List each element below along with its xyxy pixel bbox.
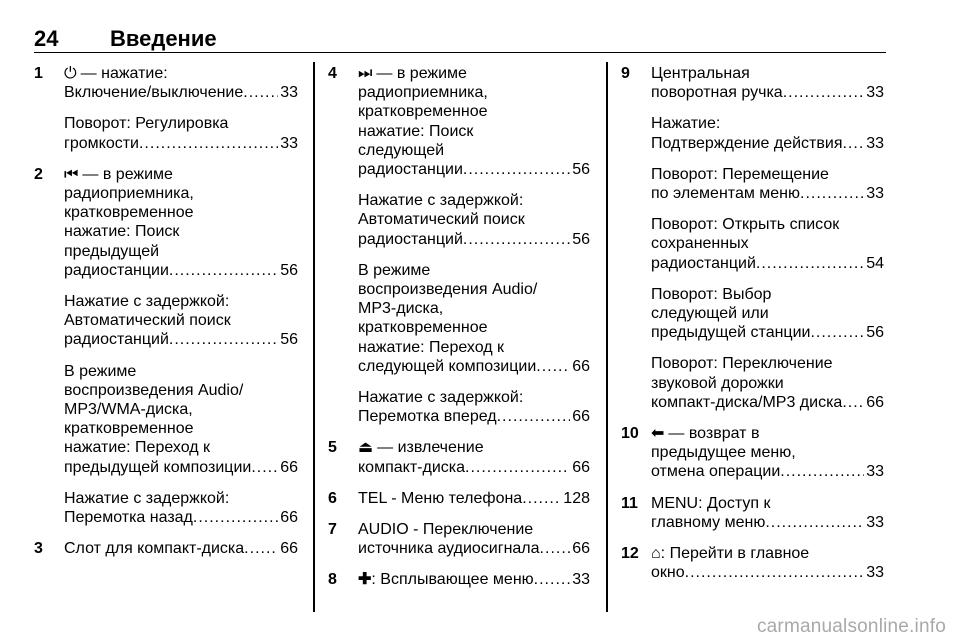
toc-line [651,393,884,412]
toc-page: 128 [563,489,590,507]
entry-7 [328,520,590,558]
line-text: Нажатие с задержкой: [64,293,230,311]
entry-5 [328,438,590,476]
line-text: — нажатие: [80,65,168,82]
toc-text: предыдущей станции [651,324,811,342]
line-text: радиоприемника, [358,84,488,102]
toc-line [651,254,884,273]
column-3 [621,64,884,594]
page-number: 24 [34,26,59,51]
toc-page: 66 [280,540,298,558]
line-text: Нажатие: [651,115,721,133]
toc-page: 54 [866,254,884,272]
line-text: Поворот: Выбор [651,285,772,303]
toc-text: TEL - Меню телефона [358,489,523,507]
toc-line [651,83,884,102]
toc-page: 33 [866,185,884,203]
toc-page: 33 [866,134,884,152]
toc-line [651,184,884,203]
entry-paragraph [651,215,884,273]
line-text: нажатие: Переход к [358,338,505,356]
line-text: сохраненных [651,235,749,253]
toc-text: Перемотка назад [64,509,193,527]
entry-paragraph [651,165,884,203]
entry-paragraph [651,114,884,152]
toc-page: 66 [572,458,590,476]
toc-line [358,230,590,249]
toc-text: радиостанций [358,230,463,248]
line-text: предыдущее меню, [651,444,796,462]
page-header [34,22,886,53]
line-text: предыдущей [64,242,160,260]
line-text: следующей [358,141,445,159]
toc-page: 33 [280,84,298,102]
toc-line [64,83,298,102]
line-text: кратковременное [64,204,194,222]
line-text: кратковременное [358,319,488,337]
line-text: Нажатие с задержкой: [64,489,230,507]
toc-line [358,539,590,558]
entry-1 [34,64,298,153]
toc-line [64,458,298,477]
entry-paragraph [358,489,590,508]
toc-line [358,357,590,376]
entry-number: 8 [328,571,337,589]
toc-text: радиостанций [651,254,756,272]
entry-11 [621,494,884,532]
entry-2 [34,165,298,527]
entry-number: 5 [328,439,337,457]
toc-line [651,462,884,481]
toc-page: 56 [866,324,884,342]
line-text: Центральная [651,65,750,82]
toc-text: компакт-диска/MP3 диска [651,393,843,411]
toc-text: : Всплывающее меню [371,571,534,589]
toc-page: 33 [572,571,590,589]
toc-text: отмена операции [651,463,781,481]
toc-page: 56 [572,230,590,248]
toc-text: радиостанции [64,261,169,279]
toc-text: громкости [64,134,139,152]
line-text: нажатие: Переход к [64,439,211,457]
toc-page: 66 [280,509,298,527]
entry-paragraph [64,489,298,527]
line-text: кратковременное [358,103,488,121]
favourites-icon: ✚ [358,571,372,589]
entry-paragraph [358,191,590,249]
entry-9 [621,64,884,412]
entry-paragraph [64,165,298,280]
line-text: — в режиме [82,165,173,183]
line-text: — в режиме [376,65,467,82]
toc-page: 56 [280,331,298,349]
entry-number: 9 [621,65,630,82]
entry-paragraph [358,261,590,376]
toc-text: радиостанции [358,161,463,179]
toc-line [651,134,884,153]
toc-page: 33 [866,564,884,582]
entry-paragraph [651,354,884,412]
line-text: MENU: Доступ к [651,494,771,512]
line-text: В режиме [64,362,137,380]
toc-page: 66 [280,458,298,476]
toc-text: следующей композиции [358,357,537,375]
toc-text: поворотная ручка [651,84,783,102]
toc-line [358,160,590,179]
toc-page: 56 [280,261,298,279]
page-title: Введение [110,26,217,51]
entry-6 [328,489,590,508]
entry-paragraph [651,544,884,582]
entry-8 [328,570,590,589]
toc-line [64,539,298,558]
entry-paragraph [64,64,298,102]
line-text: MP3-диска, [358,300,444,318]
toc-line [358,407,590,426]
entry-number: 2 [34,165,43,183]
entry-3 [34,539,298,558]
toc-page: 33 [866,463,884,481]
entry-paragraph [64,292,298,350]
toc-page: 66 [572,408,590,426]
toc-line [64,330,298,349]
toc-line [651,323,884,342]
toc-text: Слот для компакт-диска [64,540,245,558]
entry-12 [621,544,884,582]
toc-text: Перемотка вперед [358,408,497,426]
toc-page: 66 [866,393,884,411]
entry-paragraph [651,285,884,343]
entry-number: 11 [621,494,638,512]
line-text: нажатие: Поиск [358,122,474,140]
entry-paragraph [651,64,884,102]
toc-text: по элементам меню [651,185,801,203]
entry-number: 3 [34,540,43,558]
entry-number: 1 [34,65,43,82]
line-text: Поворот: Переключение [651,355,833,373]
line-text: Нажатие с задержкой: [358,389,524,407]
entry-4 [328,64,590,426]
line-text: — возврат в [668,425,760,443]
entry-paragraph [358,520,590,558]
column-divider-2 [606,62,608,612]
line-text: воспроизведения Audio/ [64,381,244,399]
next-track-icon: ⏭ [358,65,373,82]
entry-paragraph [64,114,298,152]
entry-number: 10 [621,425,639,443]
line-text: Автоматический поиск [358,211,525,229]
toc-line [651,513,884,532]
line-text: звуковой дорожки [651,374,784,392]
home-icon: ⌂ [651,545,661,563]
entry-paragraph [651,424,884,482]
entry-paragraph [358,388,590,426]
line-text: Поворот: Регулировка [64,115,229,133]
entry-number: 4 [328,65,337,82]
toc-page: 66 [572,357,590,375]
toc-page: 56 [572,161,590,179]
line-text: кратковременное [64,420,194,438]
entry-paragraph [651,494,884,532]
line-text: Автоматический поиск [64,312,231,330]
toc-line [358,570,590,589]
watermark: carmanualsonline.info [756,616,946,637]
line-text: радиоприемника, [64,185,194,203]
entry-10 [621,424,884,482]
line-text: AUDIO - Переключение [358,521,534,539]
line-text: Нажатие с задержкой: [358,192,524,210]
eject-icon: ⏏ [358,439,374,457]
toc-text: окно [651,564,685,582]
entry-paragraph [358,64,590,179]
line-text: воспроизведения Audio/ [358,281,538,299]
line-text: Поворот: Перемещение [651,165,829,183]
toc-text: компакт-диска [358,458,465,476]
column-divider-1 [313,62,315,612]
toc-text: радиостанций [64,331,169,349]
entry-number: 12 [621,545,639,563]
line-text: В режиме [358,261,431,279]
line-text: следующей или [651,305,769,323]
line-text: — извлечение [377,439,484,457]
toc-text: главному меню [651,513,766,531]
toc-text: предыдущей композиции [64,458,252,476]
toc-page: 33 [280,134,298,152]
entry-paragraph [358,438,590,476]
previous-track-icon: ⏮ [64,165,79,183]
toc-line [358,489,590,508]
line-text: MP3/WMA-диска, [64,401,193,419]
toc-page: 33 [866,84,884,102]
toc-line [64,508,298,527]
back-arrow-icon: ⬅ [651,425,665,443]
entry-paragraph [64,362,298,477]
toc-line [358,458,590,477]
toc-page: 33 [866,513,884,531]
toc-line [64,261,298,280]
entry-paragraph [64,539,298,558]
entry-number: 6 [328,489,337,507]
toc-line [651,563,884,582]
power-icon: ⏻ [64,65,77,82]
line-text: : Перейти в главное [660,545,810,563]
toc-page: 66 [572,540,590,558]
column-2 [328,64,590,602]
toc-line [64,134,298,153]
entry-paragraph [358,570,590,589]
toc-text: Подтверждение действия [651,134,843,152]
line-text: Поворот: Открыть список [651,216,840,234]
line-text: нажатие: Поиск [64,223,180,241]
entry-number: 7 [328,521,337,539]
column-1 [34,64,298,570]
toc-text: Включение/выключение [64,84,244,102]
toc-text: источника аудиосигнала [358,540,540,558]
